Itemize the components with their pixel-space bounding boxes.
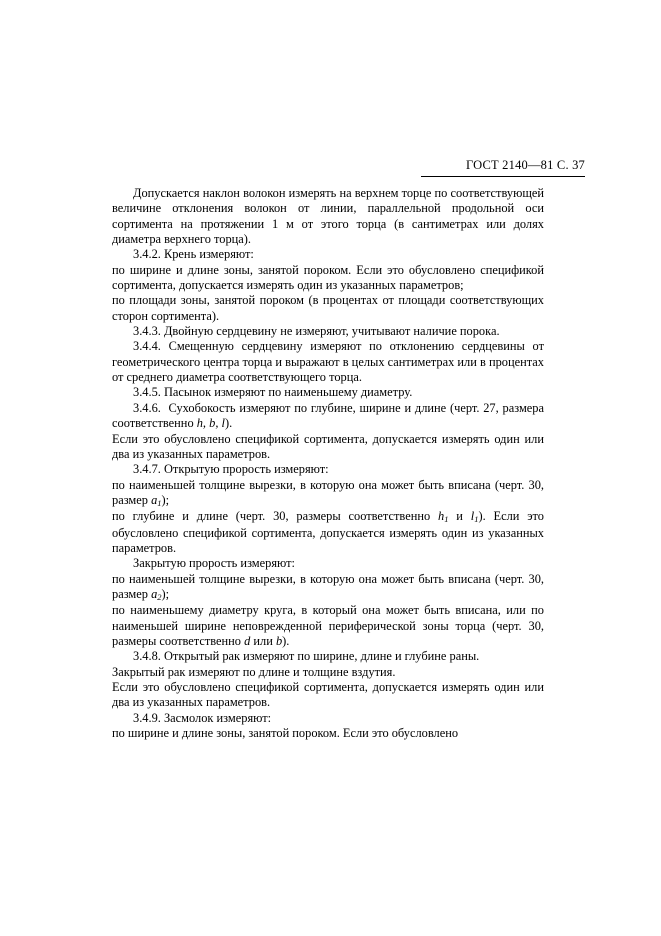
paragraph: по наименьшей толщине вырезки, в которую она может быть вписана (черт. 30, размер $a_2$); xyxy=(112,571,544,602)
paragraph: 3.4.6. Сухобокость измеряют по глубине, ширине и длине (черт. 27, размера соответственно h, b, l). xyxy=(112,400,544,431)
paragraph: 3.4.3. Двойную сердцевину не измеряют, учитывают наличие порока. xyxy=(133,324,500,339)
paragraph: по площади зоны, занятой пороком (в процентах от площади соответствующих сторон сортимента). xyxy=(112,293,544,323)
symbol-d: d xyxy=(244,633,251,648)
paragraph: по ширине и длине зоны, занятой пороком. Если это обусловлено xyxy=(112,726,459,741)
symbol-b: b xyxy=(275,633,283,648)
symbol-h1: $h_1$ xyxy=(437,509,449,525)
symbol-a1: $a_1$ xyxy=(151,492,162,508)
header-rule xyxy=(421,176,585,177)
document-body xyxy=(112,186,544,741)
paragraph: Закрытую прорость измеряют: xyxy=(133,556,295,571)
paragraph: по глубине и длине (черт. 30, размеры соответственно $h_1$ и $l_1$). Если это обусловлено спецификой сортимента, допускается измерять один из указанных параметров. xyxy=(112,509,544,555)
paragraph: 3.4.5. Пасынок измеряют по наименьшему диаметру. xyxy=(133,385,413,400)
symbol-a2: $a_2$ xyxy=(151,586,162,602)
paragraph: Если это обусловлено спецификой сортимента, допускается измерять один или два из указанных параметров. xyxy=(112,680,544,710)
paragraph: по наименьшему диаметру круга, в который она может быть вписана, или по наименьшей ширине неповрежденной периферической зоны торца (черт. 30, размеры соответственно d или b). xyxy=(112,603,544,648)
paragraph: 3.4.2. Крень измеряют: xyxy=(133,247,254,262)
paragraph: по ширине и длине зоны, занятой пороком. Если это обусловлено спецификой сортимента, допускается измерять один из указанных параметров; xyxy=(112,262,544,293)
paragraph: 3.4.8. Открытый рак измеряют по ширине, длине и глубине раны. xyxy=(133,649,480,664)
paragraph: Допускается наклон волокон измерять на верхнем торце по соответствующей величине отклонения волокон от линии, параллельной продольной оси сортимента на протяжении 1 м от этого торца (в сантиметрах или долях диаметра верхнего торца). xyxy=(112,186,544,247)
paragraph: 3.4.9. Засмолок измеряют: xyxy=(133,710,272,725)
paragraph: Если это обусловлено спецификой сортимента, допускается измерять один или два из указанных параметров. xyxy=(112,431,544,461)
paragraph: 3.4.7. Открытую прорость измеряют: xyxy=(133,462,329,477)
paragraph: по наименьшей толщине вырезки, в которую она может быть вписана (черт. 30, размер $a_1$); xyxy=(112,477,544,508)
paragraph: 3.4.4. Смещенную сердцевину измеряют по отклонению сердцевины от геометрического центра торца и выражают в целых сантиметрах или в процентах от среднего диаметра соответствующего торца. xyxy=(112,339,544,385)
paragraph: Закрытый рак измеряют по длине и толщине вздутия. xyxy=(112,664,396,679)
symbol-l1: $l_1$ xyxy=(470,509,479,525)
page-header: ГОСТ 2140—81 С. 37 xyxy=(465,158,585,172)
symbol-h: h, b, l xyxy=(196,416,225,431)
